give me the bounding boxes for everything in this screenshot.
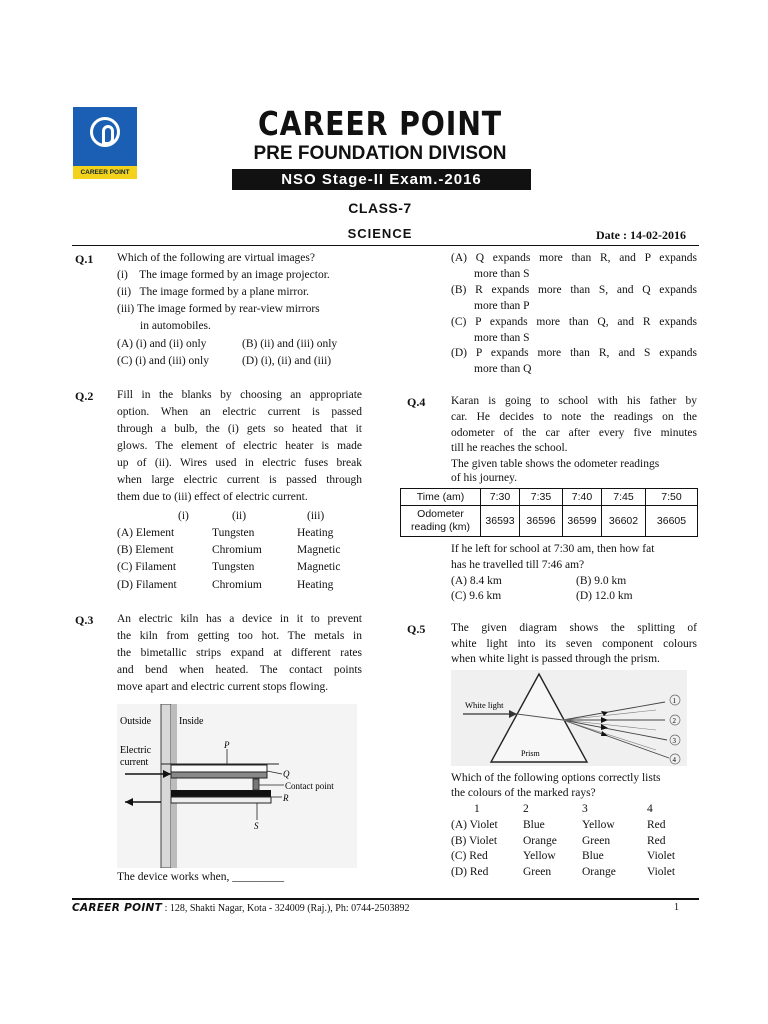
question-text-line: Fill in the blanks by choosing an appropriate [117, 389, 362, 401]
question-text-line: and bend when heated. The contact points [117, 664, 362, 676]
option-cell: Orange [582, 866, 616, 878]
question-number: Q.4 [407, 395, 426, 409]
option-b-cont: more than P [474, 300, 530, 312]
question-text-line: glows. The element of electric heater is made [117, 440, 362, 452]
option-row-label: (C) Filament [117, 561, 177, 573]
table-header-cell [401, 506, 481, 537]
option-d: (D) P expands more than R, and S expands [451, 347, 697, 359]
column-header: 2 [523, 803, 529, 815]
question-number: Q.5 [407, 622, 426, 636]
exam-banner: NSO Stage-II Exam.-2016 [232, 169, 531, 190]
question-text-line: through a bulb, the (i) gets so heated that it [117, 423, 362, 435]
inside-label: Inside [179, 716, 204, 727]
option-row-label: (C) Red [451, 850, 488, 862]
option-cell: Red [647, 819, 666, 831]
division-title: PRE FOUNDATION DIVISON [253, 143, 507, 164]
option-c: (C) (i) and (iii) only [117, 355, 209, 367]
table-row [401, 506, 698, 537]
contact-point-label: Contact point [285, 781, 334, 791]
question-item: (iii) The image formed by rear-view mirrors [117, 303, 320, 315]
table-row [401, 489, 698, 506]
question-text-line: white light into its seven component colours [451, 638, 697, 650]
option-d-cont: more than Q [474, 363, 532, 375]
prism-label: Prism [521, 749, 540, 758]
question-item: (ii) The image formed by a plane mirror. [117, 286, 310, 298]
option-d: (D) (i), (ii) and (iii) [242, 355, 332, 367]
option-cell: Blue [523, 819, 545, 831]
question-text-line: them due to (iii) effect of electric current. [117, 491, 308, 503]
table-cell: 7:50 [646, 489, 698, 506]
question-text-line: the bimetallic strips expand at different rates [117, 647, 362, 659]
logo-caption: CAREER POINT [73, 166, 137, 179]
question-text-line: car. He decides to note the readings on the [451, 411, 697, 423]
table-cell: 36599 [563, 506, 602, 537]
bimetallic-strip-diagram [117, 704, 357, 868]
table-cell: 7:45 [602, 489, 646, 506]
white-light-label: White light [465, 700, 504, 710]
option-cell: Red [647, 835, 666, 847]
option-a: (A) (i) and (ii) only [117, 338, 207, 350]
option-cell: Magnetic [297, 544, 341, 556]
option-cell: Violet [647, 850, 676, 862]
option-row-label: (A) Violet [451, 819, 498, 831]
option-row-label: (A) Element [117, 527, 175, 539]
table-cell: 36596 [520, 506, 563, 537]
option-b: (B) (ii) and (iii) only [242, 338, 338, 350]
footer-address [72, 902, 409, 914]
option-b: (B) 9.0 km [576, 575, 627, 587]
option-cell: Violet [647, 866, 676, 878]
option-cell: Yellow [523, 850, 556, 862]
option-b: (B) R expands more than S, and Q expands [451, 284, 697, 296]
column-header: 1 [474, 803, 480, 815]
question-ask: the colours of the marked rays? [451, 787, 596, 799]
option-row-label: (B) Element [117, 544, 174, 556]
question-text-line: option. When an electric current is passed [117, 406, 362, 418]
option-cell: Green [523, 866, 552, 878]
option-cell: Chromium [212, 544, 262, 556]
subject-title: SCIENCE [347, 226, 413, 241]
electric-current-label: Electric [120, 745, 152, 756]
option-a: (A) 8.4 km [451, 575, 502, 587]
option-cell: Tungsten [212, 527, 255, 539]
table-cell: 7:40 [563, 489, 602, 506]
class-title: CLASS-7 [348, 200, 412, 216]
question-number: Q.3 [75, 613, 94, 627]
question-text-line: up of (ii). Wires used in electric fuses break [117, 457, 362, 469]
option-cell: Orange [523, 835, 557, 847]
ray-label-4: 4 [672, 756, 676, 764]
question-item: (i) The image formed by an image projector. [117, 269, 330, 281]
table-header-line: reading (km) [411, 521, 470, 533]
ray-label-1: 1 [672, 697, 676, 705]
footer-brand: CAREER POINT [72, 902, 163, 914]
option-cell: Tungsten [212, 561, 255, 573]
label-q: Q [283, 769, 290, 779]
brand-title: CAREER POINT [257, 104, 503, 143]
ray-label-3: 3 [672, 737, 676, 745]
question-text-line: when large electric current is passed through [117, 474, 362, 486]
electric-current-label: current [120, 757, 149, 768]
question-text-line: till he reaches the school. [451, 442, 568, 454]
option-cell: Blue [582, 850, 604, 862]
option-c-cont: more than S [474, 332, 530, 344]
question-ask: If he left for school at 7:30 am, then how fat [451, 543, 655, 555]
question-item: in automobiles. [117, 320, 211, 332]
career-point-logo [73, 107, 137, 179]
label-s: S [254, 821, 259, 831]
question-tail: The device works when, _________ [117, 871, 285, 883]
table-cell: 36593 [481, 506, 520, 537]
question-text-line: The given diagram shows the splitting of [451, 622, 697, 634]
footer-address-text: : 128, Shakti Nagar, Kota - 324009 (Raj.), Ph: 0744-2503892 [162, 903, 410, 914]
career-point-logo-icon [90, 117, 120, 147]
option-cell: Chromium [212, 579, 262, 591]
question-stem: Which of the following are virtual images? [117, 252, 315, 264]
odometer-table [400, 488, 698, 537]
question-text-line: move apart and electric current stops flowing. [117, 681, 329, 693]
option-cell: Magnetic [297, 561, 341, 573]
question-text-line: An electric kiln has a device in it to prevent [117, 613, 362, 625]
question-number: Q.1 [75, 252, 94, 266]
option-d: (D) 12.0 km [576, 590, 633, 602]
question-text-line: Karan is going to school with his father by [451, 395, 697, 407]
question-ask: Which of the following options correctly lists [451, 772, 661, 784]
option-a: (A) Q expands more than R, and P expands [451, 252, 697, 264]
header-divider [72, 245, 699, 246]
column-header: (iii) [307, 510, 325, 522]
prism-diagram [451, 670, 687, 766]
column-header: 3 [582, 803, 588, 815]
question-number: Q.2 [75, 389, 94, 403]
table-cell: 36602 [602, 506, 646, 537]
option-cell: Yellow [582, 819, 615, 831]
question-text-line: the kiln from getting too hot. The metals in [117, 630, 362, 642]
question-text-line: odometer of the car after every five minutes [451, 427, 697, 439]
question-text-line: The given table shows the odometer readings [451, 458, 660, 470]
option-row-label: (D) Filament [117, 579, 177, 591]
outside-label: Outside [120, 716, 152, 727]
option-c: (C) P expands more than Q, and R expands [451, 316, 697, 328]
option-cell: Heating [297, 527, 334, 539]
option-cell: Heating [297, 579, 334, 591]
question-text-line: of his journey. [451, 472, 518, 484]
question-ask: has he travelled till 7:46 am? [451, 559, 585, 571]
column-header: (i) [178, 510, 189, 522]
footer-divider [72, 898, 699, 900]
table-header-cell: Time (am) [401, 489, 481, 506]
column-header: (ii) [232, 510, 247, 522]
table-cell: 7:35 [520, 489, 563, 506]
label-r: R [283, 793, 289, 803]
ray-label-2: 2 [672, 717, 676, 725]
table-header-line: Odometer [417, 508, 464, 520]
exam-date: Date : 14-02-2016 [596, 228, 686, 242]
option-c: (C) 9.6 km [451, 590, 502, 602]
column-header: 4 [647, 803, 653, 815]
option-a-cont: more than S [474, 268, 530, 280]
page-number: 1 [674, 902, 679, 913]
table-cell: 7:30 [481, 489, 520, 506]
label-p: P [224, 740, 230, 750]
option-cell: Green [582, 835, 611, 847]
question-text-line: when white light is passed through the prism. [451, 653, 660, 665]
option-row-label: (D) Red [451, 866, 489, 878]
option-row-label: (B) Violet [451, 835, 498, 847]
table-cell: 36605 [646, 506, 698, 537]
